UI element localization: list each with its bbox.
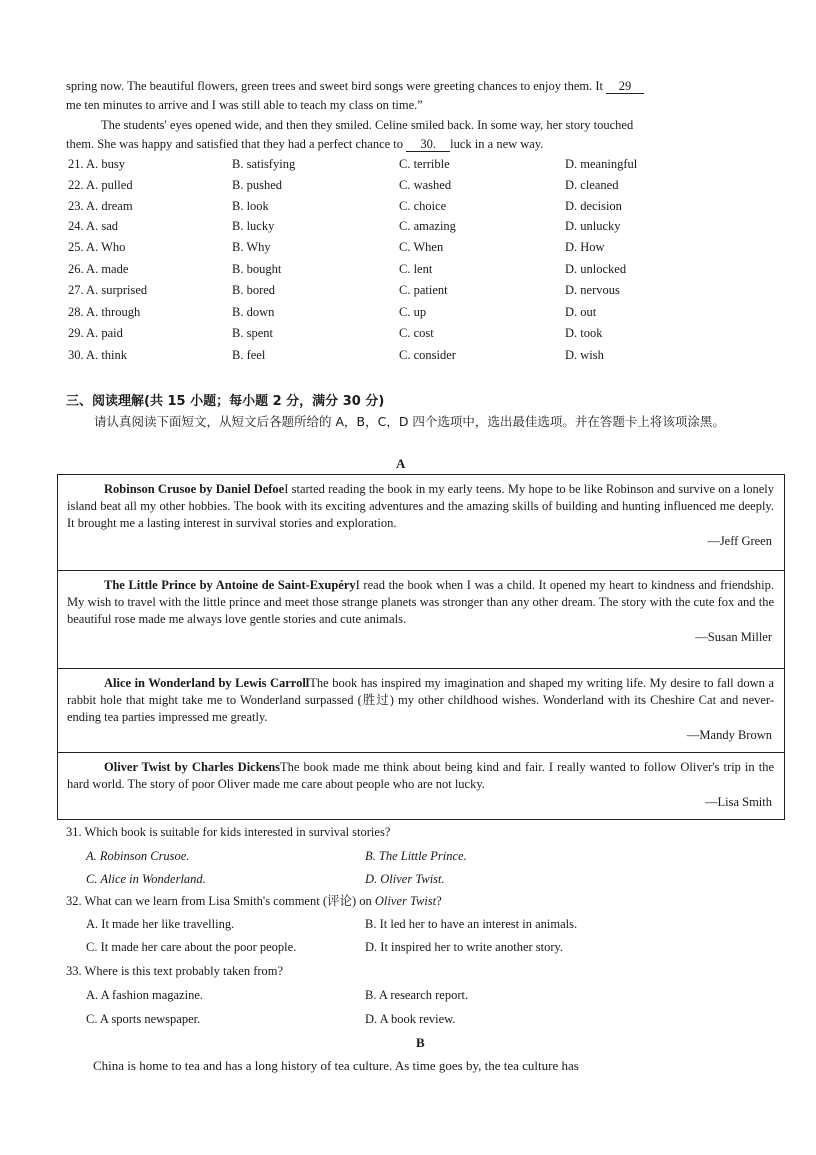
book-title: Oliver Twist by Charles Dickens [104,760,281,774]
option-a: 23. A. dream [68,199,133,213]
option-a: 30. A. think [68,348,128,362]
option-a: 21. A. busy [68,157,125,171]
review-body: The book has inspired my imagination and shaped my writing life. My desire to fall down a rabbit hole that might take me to Wonderland surpassed (胜过) my other childhood wishes. Wonderland with its Cheshire Cat and never-ending tea parties impressed me greatly. [67,676,774,724]
passage-line-4 [66,135,543,153]
review-body: I read the book when I was a child. It opened my heart to kindness and friendship. My wish to travel with the little prince and meet those strange planets was stronger than any other dream. The story with the cute fox and the beautiful rose made me always love gentle stories and cute animals. [67,578,774,626]
option-c: C. patient [399,283,448,297]
option-row-21 [68,157,768,177]
question-33-option-a: A. A fashion magazine. [86,988,203,1002]
review-author: —Lisa Smith [704,795,772,809]
section-instruction: 请认真阅读下面短文，从短文后各题所给的 A，B，C，D 四个选项中，选出最佳选项。并在答题卡上将该项涂黑。 [94,414,725,429]
option-c: C. When [399,240,444,254]
review-text-3 [67,675,774,726]
part-b-label: B [416,1035,425,1050]
option-a: 26. A. made [68,262,129,276]
option-d: D. unlucky [565,219,621,233]
review-text-2 [67,577,774,628]
option-d: D. took [565,326,603,340]
book-review-box [57,474,785,820]
passage-line-2: me ten minutes to arrive and I was still able to teach my class on time.” [66,98,423,112]
book-title: The Little Prince by Antoine de Saint-Exupéry [104,578,356,592]
option-row-29 [68,326,768,346]
question-31-stem: 31. Which book is suitable for kids interested in survival stories? [66,825,391,839]
option-b: B. Why [232,240,271,254]
option-text: D. Oliver Twist. [365,872,445,886]
option-a: 24. A. sad [68,219,118,233]
option-row-26 [68,262,768,282]
option-c: C. choice [399,199,447,213]
option-b: B. feel [232,348,266,362]
question-32-option-d: D. It inspired her to write another story. [365,940,564,954]
blank-30: 30. [406,137,450,152]
part-a-label: A [396,456,406,471]
book-title: Robinson Crusoe by Daniel Defoe [104,482,285,496]
option-a: 29. A. paid [68,326,123,340]
option-b: B. spent [232,326,273,340]
option-c: C. cost [399,326,434,340]
option-b: B. bought [232,262,282,276]
option-d: D. meaningful [565,157,638,171]
option-row-23 [68,199,768,219]
option-a: 28. A. through [68,305,141,319]
review-entry-2 [58,571,784,669]
option-c: C. lent [399,262,433,276]
option-d: D. How [565,240,605,254]
option-c: C. consider [399,348,456,362]
review-body: I started reading the book in my early teens. My hope to be like Robinson and survive on a lonely island beat all my other hobbies. The book with its exciting adventures and the amazing skills of building and hunting influenced me deeply. It brought me a lasting interest in survival stories and exploration. [67,482,774,530]
question-31-option-b [365,847,467,865]
review-text-4 [67,759,774,793]
review-entry-4 [58,753,784,819]
review-author: —Mandy Brown [686,728,772,742]
option-c: C. amazing [399,219,456,233]
question-33-stem: 33. Where is this text probably taken from? [66,964,284,978]
passage-line-4-pre: them. She was happy and satisfied that they had a perfect chance to [66,137,404,151]
option-row-25 [68,240,768,260]
question-33-option-b: B. A research report. [365,988,469,1002]
question-stem-text: 32. What can we learn from Lisa Smith's comment (评论) on [66,894,375,908]
passage-line-1 [66,77,644,95]
option-row-30 [68,348,768,368]
question-mark: ? [436,894,442,908]
option-row-22 [68,178,768,198]
review-entry-1 [58,475,784,571]
option-row-24 [68,219,768,239]
option-b: B. down [232,305,275,319]
option-b: B. lucky [232,219,275,233]
option-text: B. The Little Prince. [365,849,467,863]
option-b: B. pushed [232,178,282,192]
option-d: D. cleaned [565,178,619,192]
question-31-option-d [365,870,445,888]
question-31-option-c [86,870,206,888]
option-b: B. look [232,199,269,213]
option-c: C. washed [399,178,452,192]
option-a: 25. A. Who [68,240,126,254]
section-title: 三、阅读理解(共 15 小题；每小题 2 分，满分 30 分) [66,394,385,409]
option-b: B. satisfying [232,157,296,171]
book-title: Alice in Wonderland by Lewis Carroll [104,676,310,690]
question-33-option-d: D. A book review. [365,1012,456,1026]
question-32-option-c: C. It made her care about the poor people. [86,940,297,954]
option-row-28 [68,305,768,325]
blank-29: 29 [606,79,644,94]
review-author: —Susan Miller [695,630,772,644]
review-body: The book made me think about being kind and fair. I really wanted to follow Oliver's trip in the hard world. The story of poor Oliver made me care about people who are not lucky. [67,760,774,791]
option-d: D. wish [565,348,604,362]
passage-line-3: The students' eyes opened wide, and then they smiled. Celine smiled back. In some way, her story touched [101,118,634,132]
option-a: 27. A. surprised [68,283,148,297]
option-text: C. Alice in Wonderland. [86,872,206,886]
option-d: D. nervous [565,283,620,297]
option-d: D. decision [565,199,622,213]
part-b-first-line: China is home to tea and has a long history of tea culture. As time goes by, the tea culture has [93,1058,579,1073]
question-33-option-c: C. A sports newspaper. [86,1012,201,1026]
option-c: C. up [399,305,427,319]
option-text: A. Robinson Crusoe. [86,849,190,863]
option-b: B. bored [232,283,276,297]
question-32-option-a: A. It made her like travelling. [86,917,235,931]
option-d: D. unlocked [565,262,627,276]
option-a: 22. A. pulled [68,178,133,192]
question-32-stem [66,892,442,910]
book-title-italic: Oliver Twist [374,894,437,908]
review-entry-3 [58,669,784,753]
passage-line-4-post: luck in a new way. [450,137,544,151]
passage-line-1-text: spring now. The beautiful flowers, green trees and sweet bird songs were greeting chances to enjoy them. It [66,79,603,93]
review-author: —Jeff Green [707,534,772,548]
question-32-option-b: B. It led her to have an interest in animals. [365,917,578,931]
option-d: D. out [565,305,597,319]
option-c: C. terrible [399,157,450,171]
review-text-1 [67,481,774,532]
question-31-option-a [86,847,189,865]
option-row-27 [68,283,768,303]
